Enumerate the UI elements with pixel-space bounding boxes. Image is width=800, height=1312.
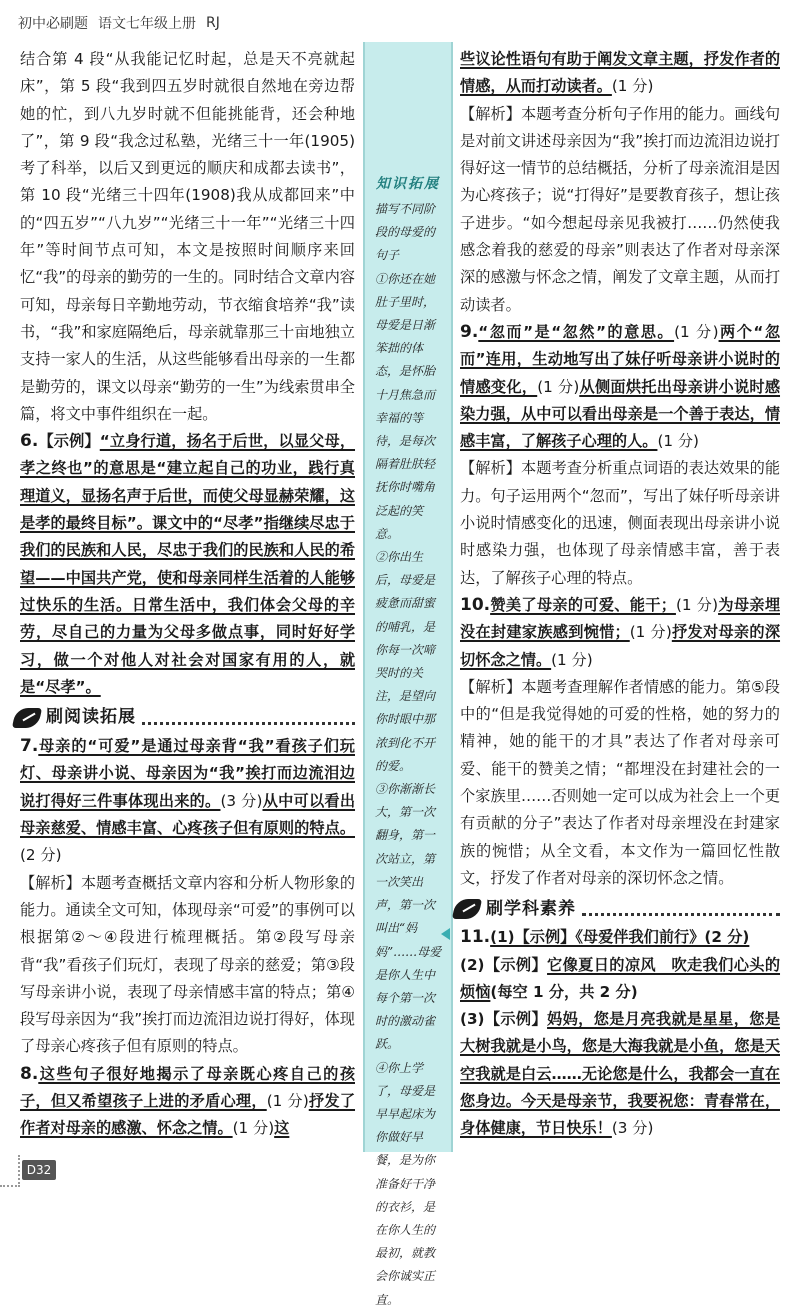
question-number: 7.: [20, 736, 39, 757]
score: (每空 1 分，共 2 分): [490, 982, 638, 1001]
answer-11-b-text: 它像夏日的凉风 吹走我们心头的烦恼: [460, 955, 781, 1001]
answer-9-part2: 两个“忽而”连用，生动地写出了妹仔听母亲讲小说时的情感变化，: [460, 322, 781, 396]
analysis-9: [460, 455, 780, 591]
example-tag: (2)【示例】: [460, 955, 548, 974]
example-tag: 【示例】: [38, 432, 100, 451]
section-header-reading: [12, 705, 355, 731]
analysis-7: [20, 870, 355, 1061]
sidebar-item: ④你上学了，母爱是早早起床为你做好早餐，是为你准备好干净的衣衫，是在你人生的最初，就教会你诚实正直。: [375, 1060, 436, 1307]
answer-11-b: [460, 952, 780, 1007]
answer-10-part3: 抒发对母亲的深切怀念之情。: [460, 623, 781, 669]
score: (1 分): [266, 1091, 309, 1110]
sidebar-item: ①你还在她肚子里时，母爱是日渐笨拙的体态，是怀胎十月焦急而幸福的等待，是每次隔着肚肤轻抚你时嘴角泛起的笑意。: [375, 271, 436, 541]
answer-10-part1: 赞美了母亲的可爱、能干；: [490, 595, 676, 614]
answer-8-part2: 抒发了作者对母亲的感激、怀念之情。: [20, 1091, 356, 1138]
answer-11: [460, 924, 780, 951]
answer-6: [20, 428, 355, 701]
answer-7-part1: 母亲的“可爱”是通过母亲背“我”看孩子们玩灯、母亲讲小说、母亲因为“我”挨打而边流泪边说打得好三件事体现出来的。: [20, 737, 355, 810]
analysis-8: [460, 101, 780, 319]
answer-7: [20, 733, 355, 869]
sidebar-body: [375, 198, 445, 1312]
question-number: 9.: [460, 321, 479, 342]
section-header-literacy: [452, 896, 780, 922]
dotted-rule: [142, 712, 355, 725]
dotted-rule: [582, 903, 780, 916]
answer-8-part1: 这些句子很好地揭示了母亲既心疼自己的孩子，但又希望孩子上进的矛盾心理，: [20, 1064, 355, 1110]
pen-icon: [452, 897, 482, 921]
question-number: 10.: [460, 594, 491, 615]
analysis-tag: 【解析】: [460, 104, 521, 123]
answer-8: [20, 1061, 355, 1143]
answer-9-part3: 从侧面烘托出母亲讲小说时感染力强，从中可以看出母亲是一个善于表达，情感丰富，了解孩子心理的人。: [460, 377, 781, 451]
pen-icon: [12, 706, 42, 730]
score: (1 分): [674, 322, 719, 341]
section-title: 刷学科素养: [486, 898, 576, 919]
section-title: 刷阅读拓展: [46, 707, 136, 728]
left-column: [20, 46, 355, 1143]
answer-9-part1: “忽而”是“忽然”的意思。: [478, 322, 675, 341]
answer-10: [460, 592, 780, 674]
sidebar-title: 知识拓展: [376, 176, 440, 192]
question-number: 8.: [20, 1063, 39, 1084]
score: (3 分): [611, 1119, 654, 1138]
score: (1 分): [675, 595, 719, 614]
answer-11-c: [460, 1006, 780, 1142]
analysis-tag: 【解析】: [460, 459, 521, 478]
analysis-10-text: 本题考查理解作者情感的能力。第⑤段中的“但是我觉得她的可爱的性格，她的努力的精神，她的能干的才具”表达了作者对母亲可爱、能干的赞美之情；“都埋没在封建社会的一个家族里……否则她一定可以成为社会上一个更有贡献的分子”表达了作者对母亲埋没在封建家族的惋惜；从全文看，本文作为一篇回忆性散文，抒发了作者对母亲的深切怀念之情。: [460, 677, 780, 887]
score: (1 分): [551, 650, 593, 669]
score: (1 分): [232, 1119, 275, 1138]
knowledge-sidebar: [363, 42, 453, 1307]
answer-7-part2: 从中可以看出母亲慈爱、情感丰富、心疼孩子但有原则的特点。: [20, 791, 356, 838]
answer-11-c-text: 妈妈，您是月亮我就是星星，您是大树我就是小鸟，您是大海我就是小鱼，您是天空我就是白云……无论您是什么，我都会一直在您身边。今天是母亲节，我要祝您：青春常在，身体健康，节日快乐！: [460, 1010, 781, 1138]
edition-label: RJ: [206, 15, 220, 31]
answer-9: [460, 319, 780, 455]
sidebar-item: ③你渐渐长大，第一次翻身，第一次站立，第一次笑出声，第一次叫出“妈妈”……母爱是你人生中每个第一次时的激动雀跃。: [375, 782, 442, 1052]
analysis-9-text: 本题考查分析重点词语的表达效果的能力。句子运用两个“忽而”，写出了妹仔听母亲讲小说时情感变化的迅速，侧面表现出母亲讲小说时感染力强，也体现了母亲情感丰富，善于表达，了解孩子心理的特点。: [460, 459, 781, 587]
score: (1 分): [611, 77, 654, 96]
answer-8-cont-text: 些议论性语句有助于阐发文章主题，抒发作者的情感，从而打动读者。: [460, 50, 780, 96]
answer-10-part2: 为母亲埋没在封建家族感到惋惜；: [460, 595, 780, 642]
analysis-8-text: 本题考查分析句子作用的能力。画线句是对前文讲述母亲因为“我”挨打而边流泪边说打得好这一情节的总结概括，分析了母亲流泪是因为心疼孩子；说“打得好”是要教育孩子，想让孩子进步。“如今想起母亲见我被打……仍然使我感念着我的慈爱的母亲”则表达了作者对母亲深深的感激与怀念之情，阐发了文章主题，从而打动读者。: [460, 104, 781, 314]
answer-5-continued: 结合第 4 段“从我能记忆时起，总是天不亮就起床”，第 5 段“我到四五岁时就很自然地在旁边帮她的忙，到八九岁时就不但能挑能背，还会种地了”，第 9 段“我念过私塾，光绪三十一年(1905)考了科举，以后又到更远的顺庆和成都去读书”，第 10 段“光绪三十四年(1908)我从成都回来”中的“四五岁”“八九岁”“光绪三十一年”“光绪三十四年”等时间节点可知，本文是按照时间顺序来回忆“我”的母亲的勤劳的一生的。同时结合文章内容可知，母亲每日辛勤地劳动，节衣缩食培养“我”读书，“我”和家庭隔绝后，母亲就靠那三十亩地独立支持一家人的生活，从这些能够看出母亲的一生都是勤劳的，课文以母亲“勤劳的一生”为线索贯串全篇，将文中事件组织在一起。: [20, 50, 355, 423]
question-number: 6.: [20, 431, 39, 452]
score: (1 分): [657, 432, 699, 451]
answer-6-text: “立身行道，扬名于后世，以显父母，孝之终也”的意思是“建立起自己的功业，践行真理道义，显扬名声于后世，而使父母显赫荣耀，这是孝的最终目标”。课文中的“尽孝”指继续尽忠于我们的民族和人民，尽忠于我们的民族和人民的希望——中国共产党，使和母亲同样生活着的人能够过快乐的生活。日常生活中，我们体会父母的辛劳，尽自己的力量为父母多做点事，同时好好学习，做一个对他人对社会对国家有用的人，就是“尽孝”。: [20, 432, 356, 696]
example-tag: (3)【示例】: [460, 1010, 548, 1029]
score: (1 分): [537, 377, 580, 396]
sidebar-intro: 描写不同阶段的母爱的句子: [375, 202, 436, 263]
analysis-tag: 【解析】: [460, 677, 522, 696]
pointer-arrow-icon: [441, 928, 450, 940]
right-column: [460, 46, 780, 1143]
analysis-10: [460, 674, 780, 892]
score: (1 分): [629, 623, 672, 642]
answer-8-continued: [460, 46, 780, 101]
corner-mark: [0, 1155, 20, 1187]
question-number: 11.: [460, 927, 491, 948]
page-number: D32: [22, 1160, 56, 1180]
score: (3 分): [220, 791, 263, 810]
analysis-tag: 【解析】: [20, 873, 81, 892]
sidebar-item: ②你出生后，母爱是疲惫而甜蜜的哺乳，是你每一次啼哭时的关注，是望向你时眼中那浓到化不开的爱。: [375, 550, 436, 773]
running-header: [18, 8, 458, 38]
analysis-7-text: 本题考查概括文章内容和分析人物形象的能力。通读全文可知，体现母亲“可爱”的事例可以根据第②～④段进行梳理概括。第②段写母亲背“我”看孩子们玩灯，表现了母亲的慈爱；第③段写母亲讲小说，表现了母亲情感丰富的特点；第④段写母亲因为“我”挨打而边流泪边说打得好，体现了母亲心疼孩子但有原则的特点。: [20, 873, 356, 1056]
answer-11-a: (1)【示例】《母爱伴我们前行》(2 分): [490, 928, 750, 947]
answer-8-part3: 这: [274, 1119, 290, 1138]
score: (2 分): [20, 846, 62, 865]
subject-title: 语文七年级上册: [98, 16, 196, 32]
book-title: 初中必刷题: [18, 16, 88, 32]
